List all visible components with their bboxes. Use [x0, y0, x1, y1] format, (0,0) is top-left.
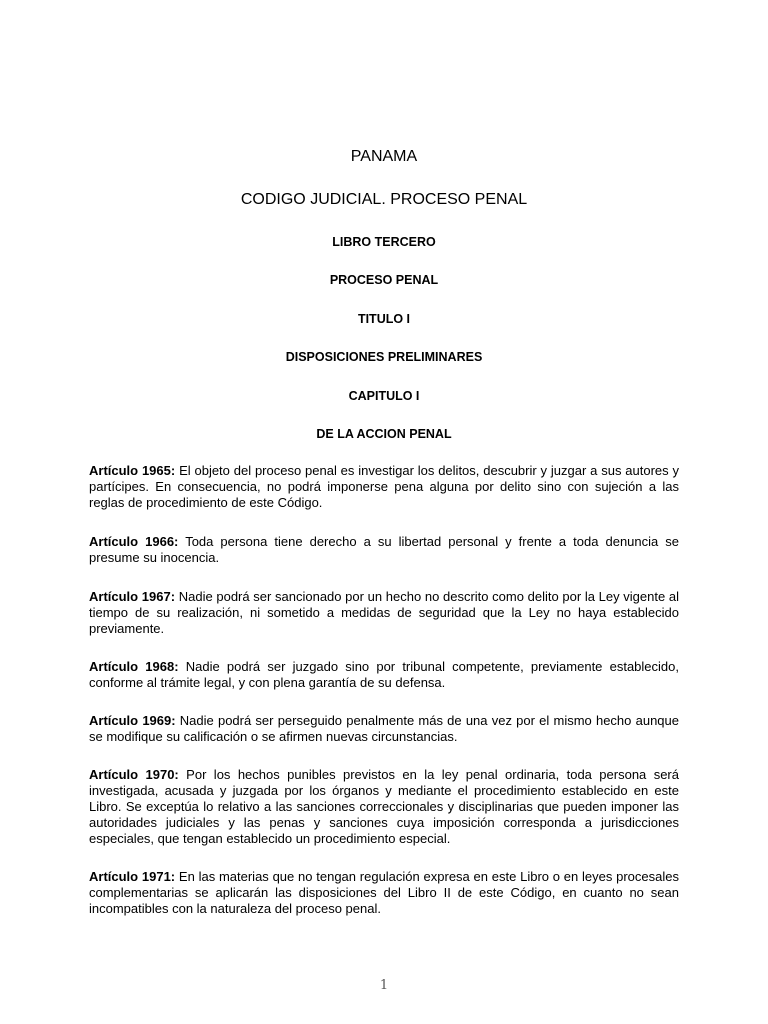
article-text: En las materias que no tengan regulación expresa en este Libro o en leyes procesales complementarias se aplicarán las disposiciones del Libro II de este Código, en cuanto no sean incompatibles con la naturaleza del proceso penal.: [89, 869, 679, 916]
article-1965: [89, 463, 679, 511]
article-text: Toda persona tiene derecho a su libertad personal y frente a toda denuncia se presume su inocencia.: [89, 534, 679, 565]
article-1968: [89, 659, 679, 691]
article-label: Artículo 1968:: [89, 659, 179, 674]
article-label: Artículo 1967:: [89, 589, 176, 604]
code-title: CODIGO JUDICIAL. PROCESO PENAL: [240, 191, 528, 208]
article-1966: [89, 534, 679, 566]
article-label: Artículo 1965:: [89, 463, 176, 478]
chapter-name-heading: DE LA ACCION PENAL: [316, 427, 452, 441]
article-text: Nadie podrá ser sancionado por un hecho no descrito como delito por la Ley vigente al tiempo de su realización, ni sometido a medidas de seguridad que la Ley no haya establecido previamente.: [89, 589, 679, 636]
book-heading: LIBRO TERCERO: [332, 235, 436, 249]
article-label: Artículo 1971:: [89, 869, 176, 884]
page-number: 1: [379, 978, 389, 993]
article-1970: [89, 767, 679, 847]
article-1971: [89, 869, 679, 917]
article-1969: [89, 713, 679, 745]
article-label: Artículo 1970:: [89, 767, 179, 782]
article-label: Artículo 1969:: [89, 713, 176, 728]
article-text: Nadie podrá ser juzgado sino por tribunal competente, previamente establecido, conforme al trámite legal, y con plena garantía de su defensa.: [89, 659, 679, 690]
article-label: Artículo 1966:: [89, 534, 179, 549]
chapter-number-heading: CAPITULO I: [348, 389, 420, 403]
title-number-heading: TITULO I: [357, 312, 411, 326]
article-1967: [89, 589, 679, 637]
article-text: Por los hechos punibles previstos en la ley penal ordinaria, toda persona será investigada, acusada y juzgada por los órganos y mediante el procedimiento establecido en este Libro. Se exceptúa lo relativo a las sanciones correccionales y disciplinarias que pueden imponer las autoridades judiciales y las penas y sanciones cuya imposición corresponda a jurisdicciones especiales, que tengan establecido un procedimiento especial.: [89, 767, 679, 846]
country-heading: PANAMA: [350, 148, 418, 165]
process-heading: PROCESO PENAL: [329, 273, 439, 287]
article-text: El objeto del proceso penal es investigar los delitos, descubrir y juzgar a sus autores y partícipes. En consecuencia, no podrá imponerse pena alguna por delito sino con sujeción a las reglas de procedimiento de este Código.: [89, 463, 679, 510]
article-text: Nadie podrá ser perseguido penalmente más de una vez por el mismo hecho aunque se modifique su calificación o se afirmen nuevas circunstancias.: [89, 713, 679, 744]
title-name-heading: DISPOSICIONES PRELIMINARES: [285, 350, 483, 364]
